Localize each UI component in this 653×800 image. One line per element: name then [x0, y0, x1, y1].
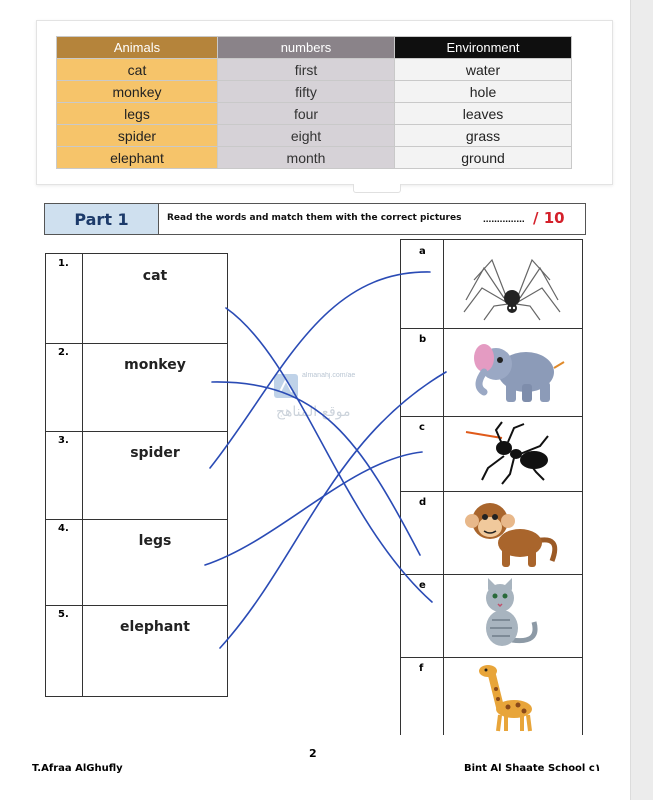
- word-number-cell: [46, 431, 83, 519]
- word-label: monkey: [124, 357, 186, 373]
- school-name: Bint Al Shaate School c١: [464, 763, 601, 774]
- table-cell: leaves: [395, 103, 572, 125]
- picture-letter-cell: [401, 240, 444, 328]
- header-numbers: numbers: [218, 37, 395, 59]
- picture-letter: e: [419, 580, 426, 591]
- part-instruction: Read the words and match them with the correct pictures: [167, 213, 462, 223]
- table-row: [57, 125, 572, 147]
- word-number: 1.: [58, 258, 69, 269]
- elephant-icon: [444, 328, 582, 416]
- word-label: legs: [138, 533, 172, 549]
- table-cell: hole: [395, 81, 572, 103]
- picture-row-f[interactable]: [401, 657, 582, 735]
- watermark-site: almanahj.com/ae: [302, 372, 356, 379]
- table-cell: ground: [395, 147, 572, 169]
- picture-letter-cell: [401, 574, 444, 657]
- word-number: 5.: [58, 609, 69, 620]
- word-row-2[interactable]: [46, 343, 227, 432]
- word-number: 2.: [58, 347, 69, 358]
- word-number: 3.: [58, 435, 69, 446]
- word-number-cell: [46, 605, 83, 696]
- word-row-4[interactable]: [46, 519, 227, 606]
- picture-row-b[interactable]: [401, 328, 582, 417]
- word-label: elephant: [120, 619, 190, 635]
- table-cell: four: [218, 103, 395, 125]
- word-table: [56, 36, 572, 169]
- watermark-arabic: موقع المناهج: [276, 404, 351, 420]
- table-cell: spider: [57, 125, 218, 147]
- word-label: cat: [142, 268, 168, 284]
- viewer-scrollbar[interactable]: [630, 0, 653, 800]
- picture-letter: b: [419, 334, 427, 345]
- table-cell: fifty: [218, 81, 395, 103]
- word-number-cell: [46, 519, 83, 605]
- picture-row-a[interactable]: [401, 240, 582, 329]
- table-cell: first: [218, 59, 395, 81]
- picture-row-d[interactable]: [401, 491, 582, 575]
- table-row: [57, 103, 572, 125]
- table-cell: legs: [57, 103, 218, 125]
- table-cell: monkey: [57, 81, 218, 103]
- picture-letter: c: [419, 422, 425, 433]
- pictures-column: [400, 239, 583, 735]
- table-cell: month: [218, 147, 395, 169]
- score-blank[interactable]: ...............: [483, 214, 525, 225]
- table-row: [57, 147, 572, 169]
- picture-row-e[interactable]: [401, 574, 582, 658]
- table-cell: elephant: [57, 147, 218, 169]
- word-label: spider: [130, 445, 180, 461]
- picture-letter-cell: [401, 657, 444, 735]
- picture-letter-cell: [401, 491, 444, 574]
- teacher-name: T.Afraa AlGhufly: [32, 763, 123, 774]
- table-cell: eight: [218, 125, 395, 147]
- score-total: / 10: [533, 209, 565, 227]
- word-row-3[interactable]: [46, 431, 227, 520]
- spider-icon: [444, 240, 582, 328]
- watermark-logo: [272, 372, 300, 405]
- word-number-cell: [46, 343, 83, 431]
- table-row: [57, 59, 572, 81]
- picture-row-c[interactable]: [401, 416, 582, 492]
- monkey-icon: [444, 491, 582, 574]
- picture-letter: d: [419, 497, 427, 508]
- picture-letter: f: [419, 663, 424, 674]
- table-cell: grass: [395, 125, 572, 147]
- header-animals: Animals: [57, 37, 218, 59]
- ant-icon: [444, 416, 582, 491]
- giraffe-icon: [444, 657, 582, 735]
- words-column: [45, 253, 228, 697]
- table-cell: water: [395, 59, 572, 81]
- word-table-header: [57, 37, 572, 59]
- cat-icon: [444, 574, 582, 657]
- word-row-5[interactable]: [46, 605, 227, 696]
- card-handle[interactable]: [353, 184, 401, 193]
- picture-letter-cell: [401, 416, 444, 491]
- picture-letter: a: [419, 246, 426, 257]
- picture-letter-cell: [401, 328, 444, 416]
- page-number: 2: [309, 747, 317, 760]
- part-label: Part 1: [45, 204, 159, 234]
- part-header: [44, 203, 586, 235]
- word-number-cell: [46, 254, 83, 343]
- word-number: 4.: [58, 523, 69, 534]
- table-cell: cat: [57, 59, 218, 81]
- word-row-1[interactable]: [46, 254, 227, 344]
- table-row: [57, 81, 572, 103]
- header-environment: Environment: [395, 37, 572, 59]
